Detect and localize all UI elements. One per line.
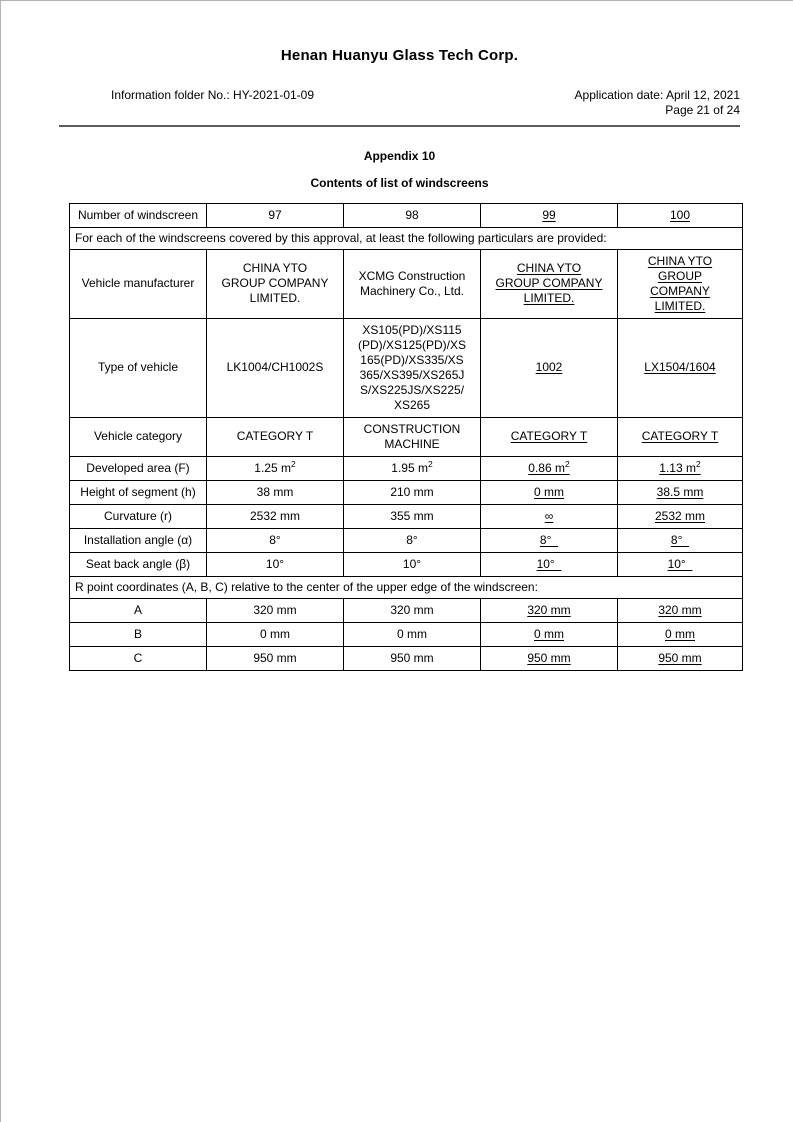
value-cell: 38 mm — [207, 480, 344, 504]
row-label-cell: Developed area (F) — [70, 456, 207, 480]
value-cell — [618, 504, 743, 528]
windscreen-number: 97 — [268, 207, 282, 222]
value-cell — [618, 622, 743, 646]
spec-rows-body — [70, 249, 743, 576]
table-row — [70, 622, 743, 646]
value-cell: 10° — [207, 552, 344, 576]
value-cell: 8° — [344, 528, 481, 552]
value-cell: 10° — [344, 552, 481, 576]
row-label-cell: Vehicle manufacturer — [70, 249, 207, 318]
windscreen-number-cell — [618, 203, 743, 227]
underlined-value: 10° — [536, 556, 562, 571]
value-cell — [618, 417, 743, 456]
underlined-value: ∞ — [544, 508, 554, 523]
value-cell — [618, 646, 743, 670]
value-cell: 2532 mm — [207, 504, 344, 528]
underlined-value: 950 mm — [527, 650, 571, 665]
underlined-value: 1002 — [535, 360, 563, 375]
row-label-cell: B — [70, 622, 207, 646]
row-label-cell: A — [70, 598, 207, 622]
appendix-title: Appendix 10 — [363, 148, 436, 163]
r-point-note-row — [70, 576, 743, 598]
underlined-value: 320 mm — [658, 602, 702, 617]
windscreens-table — [69, 203, 743, 671]
page-number: Page 21 of 24 — [665, 103, 740, 118]
row-label-cell: Seat back angle (β) — [70, 552, 207, 576]
table-row — [70, 318, 743, 417]
underlined-value: 0 mm — [534, 626, 564, 641]
value-cell — [481, 552, 618, 576]
underlined-value: 320 mm — [527, 602, 571, 617]
table-row — [70, 249, 743, 318]
value-cell: 0 mm — [207, 622, 344, 646]
r-rows-body — [70, 598, 743, 670]
underlined-value: 950 mm — [658, 650, 702, 665]
value-cell: 320 mm — [344, 598, 481, 622]
row-label-cell: Curvature (r) — [70, 504, 207, 528]
underlined-value: 1.13 $m^2$ — [659, 458, 701, 475]
document-info-row — [59, 88, 740, 119]
value-cell — [481, 646, 618, 670]
underlined-value: 10° — [667, 556, 693, 571]
row-label-cell: Vehicle category — [70, 417, 207, 456]
value-cell — [481, 456, 618, 480]
value-cell: 1.95 $m^2$ — [344, 456, 481, 480]
company-title: Henan Huanyu Glass Tech Corp. — [280, 47, 519, 64]
table-row — [70, 504, 743, 528]
underlined-value: 8° — [539, 532, 559, 547]
value-cell: 355 mm — [344, 504, 481, 528]
value-cell — [618, 552, 743, 576]
table-note-row — [70, 227, 743, 249]
windscreen-number: 99 — [542, 207, 556, 222]
underlined-value: CATEGORY T — [641, 429, 719, 444]
document-subtitle: Contents of list of windscreens — [310, 175, 489, 190]
value-cell — [618, 318, 743, 417]
underlined-value: 0.86 $m^2$ — [528, 458, 570, 475]
value-cell — [618, 249, 743, 318]
table-row — [70, 480, 743, 504]
header-label-cell: Number of windscreen — [70, 203, 207, 227]
table-row — [70, 456, 743, 480]
windscreen-number-cell — [344, 203, 481, 227]
underlined-value: CHINA YTO GROUP COMPANY LIMITED. — [495, 261, 603, 306]
value-cell — [481, 417, 618, 456]
application-date: Application date: April 12, 2021 — [574, 88, 740, 102]
value-cell: XS105(PD)/XS115(PD)/XS125(PD)/XS165(PD)/XS335/XS365/XS395/XS265JS/XS225JS/XS225/XS265 — [344, 318, 481, 417]
value-cell — [481, 598, 618, 622]
value-cell: 0 mm — [344, 622, 481, 646]
value-cell — [481, 504, 618, 528]
value-cell: 320 mm — [207, 598, 344, 622]
underlined-value: CATEGORY T — [510, 429, 588, 444]
underlined-value: 2532 mm — [654, 508, 706, 523]
value-cell — [618, 456, 743, 480]
value-cell: XCMG Construction Machinery Co., Ltd. — [344, 249, 481, 318]
underlined-value: 0 mm — [665, 626, 695, 641]
r-point-note: R point coordinates (A, B, C) relative to the center of the upper edge of the windscreen: — [70, 576, 743, 598]
table-row — [70, 598, 743, 622]
value-cell — [618, 598, 743, 622]
information-folder-number: Information folder No.: HY-2021-01-09 — [111, 88, 315, 102]
row-label-cell: Type of vehicle — [70, 318, 207, 417]
value-cell: CHINA YTO GROUP COMPANY LIMITED. — [207, 249, 344, 318]
table-row — [70, 528, 743, 552]
approval-note: For each of the windscreens covered by this approval, at least the following particulars are provided: — [70, 227, 743, 249]
value-cell: LK1004/CH1002S — [207, 318, 344, 417]
windscreen-number: 100 — [669, 207, 691, 222]
value-cell — [481, 622, 618, 646]
page-content — [1, 1, 793, 671]
value-cell — [618, 480, 743, 504]
value-cell — [481, 318, 618, 417]
value-cell: CATEGORY T — [207, 417, 344, 456]
row-label-cell: Installation angle (α) — [70, 528, 207, 552]
underlined-value: 38.5 mm — [656, 484, 704, 499]
windscreen-number: 98 — [405, 207, 419, 222]
value-cell — [481, 249, 618, 318]
table-row — [70, 552, 743, 576]
windscreen-number-cell — [481, 203, 618, 227]
value-cell — [618, 528, 743, 552]
underlined-value: LX1504/1604 — [644, 360, 716, 375]
value-cell: 950 mm — [344, 646, 481, 670]
value-cell: 8° — [207, 528, 344, 552]
windscreen-number-cell — [207, 203, 344, 227]
underlined-value: 8° — [670, 532, 690, 547]
table-header-row — [70, 203, 743, 227]
underlined-value: CHINA YTO GROUP COMPANY LIMITED. — [647, 253, 713, 313]
value-cell: 950 mm — [207, 646, 344, 670]
value-cell: CONSTRUCTION MACHINE — [344, 417, 481, 456]
value-cell: 1.25 $m^2$ — [207, 456, 344, 480]
table-row — [70, 646, 743, 670]
value-cell — [481, 528, 618, 552]
table-row — [70, 417, 743, 456]
value-cell — [481, 480, 618, 504]
header-divider — [59, 125, 740, 127]
underlined-value: 0 mm — [534, 484, 564, 499]
value-cell: 210 mm — [344, 480, 481, 504]
info-right-block — [575, 88, 740, 119]
row-label-cell: C — [70, 646, 207, 670]
row-label-cell: Height of segment (h) — [70, 480, 207, 504]
